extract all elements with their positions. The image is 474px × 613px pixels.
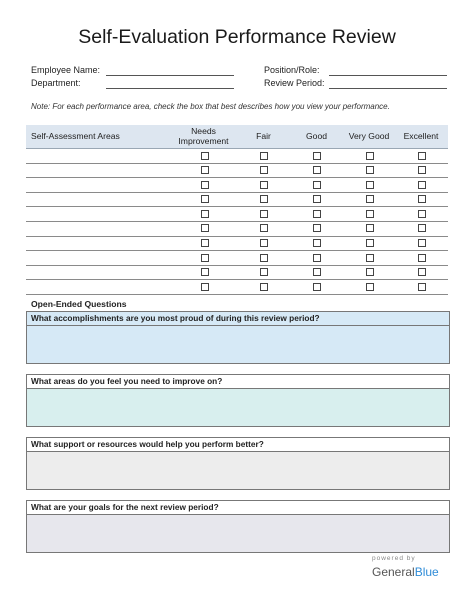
fair-checkbox[interactable] [260, 239, 268, 247]
good-checkbox[interactable] [313, 254, 321, 262]
fair-checkbox[interactable] [260, 181, 268, 189]
fair-checkbox[interactable] [260, 210, 268, 218]
table-row [26, 251, 448, 266]
brand-name-part2: Blue [414, 565, 439, 579]
question-heading: What support or resources would help you perform better? [27, 438, 449, 452]
answer-area[interactable] [27, 452, 449, 489]
assessment-area-cell[interactable] [31, 267, 171, 278]
review-period-field[interactable] [329, 88, 447, 89]
header-good: Good [305, 130, 328, 141]
excellent-checkbox[interactable] [418, 224, 426, 232]
very-good-checkbox[interactable] [366, 254, 374, 262]
table-row [26, 280, 448, 295]
excellent-checkbox[interactable] [418, 166, 426, 174]
excellent-checkbox[interactable] [418, 210, 426, 218]
assessment-area-cell[interactable] [31, 179, 171, 190]
excellent-checkbox[interactable] [418, 283, 426, 291]
needs-improvement-checkbox[interactable] [201, 152, 209, 160]
answer-area[interactable] [27, 389, 449, 426]
review-period-label: Review Period: [264, 78, 325, 88]
question-box-improvement-areas [26, 374, 450, 427]
assessment-area-cell[interactable] [31, 223, 171, 234]
good-checkbox[interactable] [313, 283, 321, 291]
fair-checkbox[interactable] [260, 166, 268, 174]
question-box-goals [26, 500, 450, 553]
good-checkbox[interactable] [313, 210, 321, 218]
employee-name-field[interactable] [106, 75, 234, 76]
needs-improvement-checkbox[interactable] [201, 224, 209, 232]
assessment-area-cell[interactable] [31, 150, 171, 161]
question-heading: What accomplishments are you most proud of during this review period? [27, 312, 449, 326]
question-heading: What areas do you feel you need to improve on? [27, 375, 449, 389]
fair-checkbox[interactable] [260, 224, 268, 232]
excellent-checkbox[interactable] [418, 181, 426, 189]
good-checkbox[interactable] [313, 152, 321, 160]
very-good-checkbox[interactable] [366, 195, 374, 203]
needs-improvement-checkbox[interactable] [201, 210, 209, 218]
good-checkbox[interactable] [313, 166, 321, 174]
table-header [26, 125, 448, 149]
needs-improvement-checkbox[interactable] [201, 195, 209, 203]
fair-checkbox[interactable] [260, 283, 268, 291]
needs-improvement-checkbox[interactable] [201, 181, 209, 189]
assessment-area-cell[interactable] [31, 194, 171, 205]
table-row [26, 178, 448, 193]
excellent-checkbox[interactable] [418, 195, 426, 203]
brand-name-part1: General [372, 565, 415, 579]
very-good-checkbox[interactable] [366, 239, 374, 247]
needs-improvement-checkbox[interactable] [201, 268, 209, 276]
header-excellent: Excellent [403, 130, 439, 141]
question-box-support-resources [26, 437, 450, 490]
assessment-table [26, 125, 448, 295]
needs-improvement-checkbox[interactable] [201, 239, 209, 247]
very-good-checkbox[interactable] [366, 166, 374, 174]
excellent-checkbox[interactable] [418, 254, 426, 262]
table-row [26, 149, 448, 164]
answer-area[interactable] [27, 515, 449, 552]
very-good-checkbox[interactable] [366, 152, 374, 160]
table-row [26, 266, 448, 281]
excellent-checkbox[interactable] [418, 239, 426, 247]
excellent-checkbox[interactable] [418, 152, 426, 160]
header-fair: Fair [256, 130, 271, 141]
open-ended-section-title: Open-Ended Questions [31, 299, 127, 309]
table-body [26, 149, 448, 295]
good-checkbox[interactable] [313, 195, 321, 203]
needs-improvement-checkbox[interactable] [201, 283, 209, 291]
very-good-checkbox[interactable] [366, 268, 374, 276]
good-checkbox[interactable] [313, 224, 321, 232]
department-field[interactable] [106, 88, 234, 89]
table-row [26, 193, 448, 208]
table-row [26, 222, 448, 237]
fair-checkbox[interactable] [260, 152, 268, 160]
very-good-checkbox[interactable] [366, 210, 374, 218]
fair-checkbox[interactable] [260, 195, 268, 203]
very-good-checkbox[interactable] [366, 181, 374, 189]
page-title: Self-Evaluation Performance Review [78, 26, 396, 48]
assessment-area-cell[interactable] [31, 208, 171, 219]
position-role-field[interactable] [329, 75, 447, 76]
instructions-note: Note: For each performance area, check the box that best describes how you view your performance. [31, 102, 390, 111]
fair-checkbox[interactable] [260, 254, 268, 262]
header-needs-improvement: Needs Improvement [178, 126, 229, 146]
header-very-good: Very Good [348, 130, 390, 141]
position-role-label: Position/Role: [264, 65, 320, 75]
assessment-area-cell[interactable] [31, 165, 171, 176]
question-heading: What are your goals for the next review period? [27, 501, 449, 515]
fair-checkbox[interactable] [260, 268, 268, 276]
table-row [26, 207, 448, 222]
good-checkbox[interactable] [313, 239, 321, 247]
needs-improvement-checkbox[interactable] [201, 166, 209, 174]
excellent-checkbox[interactable] [418, 268, 426, 276]
generalblue-logo [372, 565, 439, 579]
good-checkbox[interactable] [313, 268, 321, 276]
needs-improvement-checkbox[interactable] [201, 254, 209, 262]
assessment-area-cell[interactable] [31, 238, 171, 249]
employee-name-label: Employee Name: [31, 65, 101, 75]
table-row [26, 237, 448, 252]
department-label: Department: [31, 78, 81, 88]
answer-area[interactable] [27, 326, 449, 363]
very-good-checkbox[interactable] [366, 283, 374, 291]
table-row [26, 164, 448, 179]
assessment-area-cell[interactable] [31, 252, 171, 263]
powered-by-text: powered by [372, 555, 416, 562]
good-checkbox[interactable] [313, 181, 321, 189]
header-areas: Self-Assessment Areas [31, 130, 120, 141]
question-box-accomplishments [26, 311, 450, 364]
very-good-checkbox[interactable] [366, 224, 374, 232]
assessment-area-cell[interactable] [31, 281, 171, 292]
